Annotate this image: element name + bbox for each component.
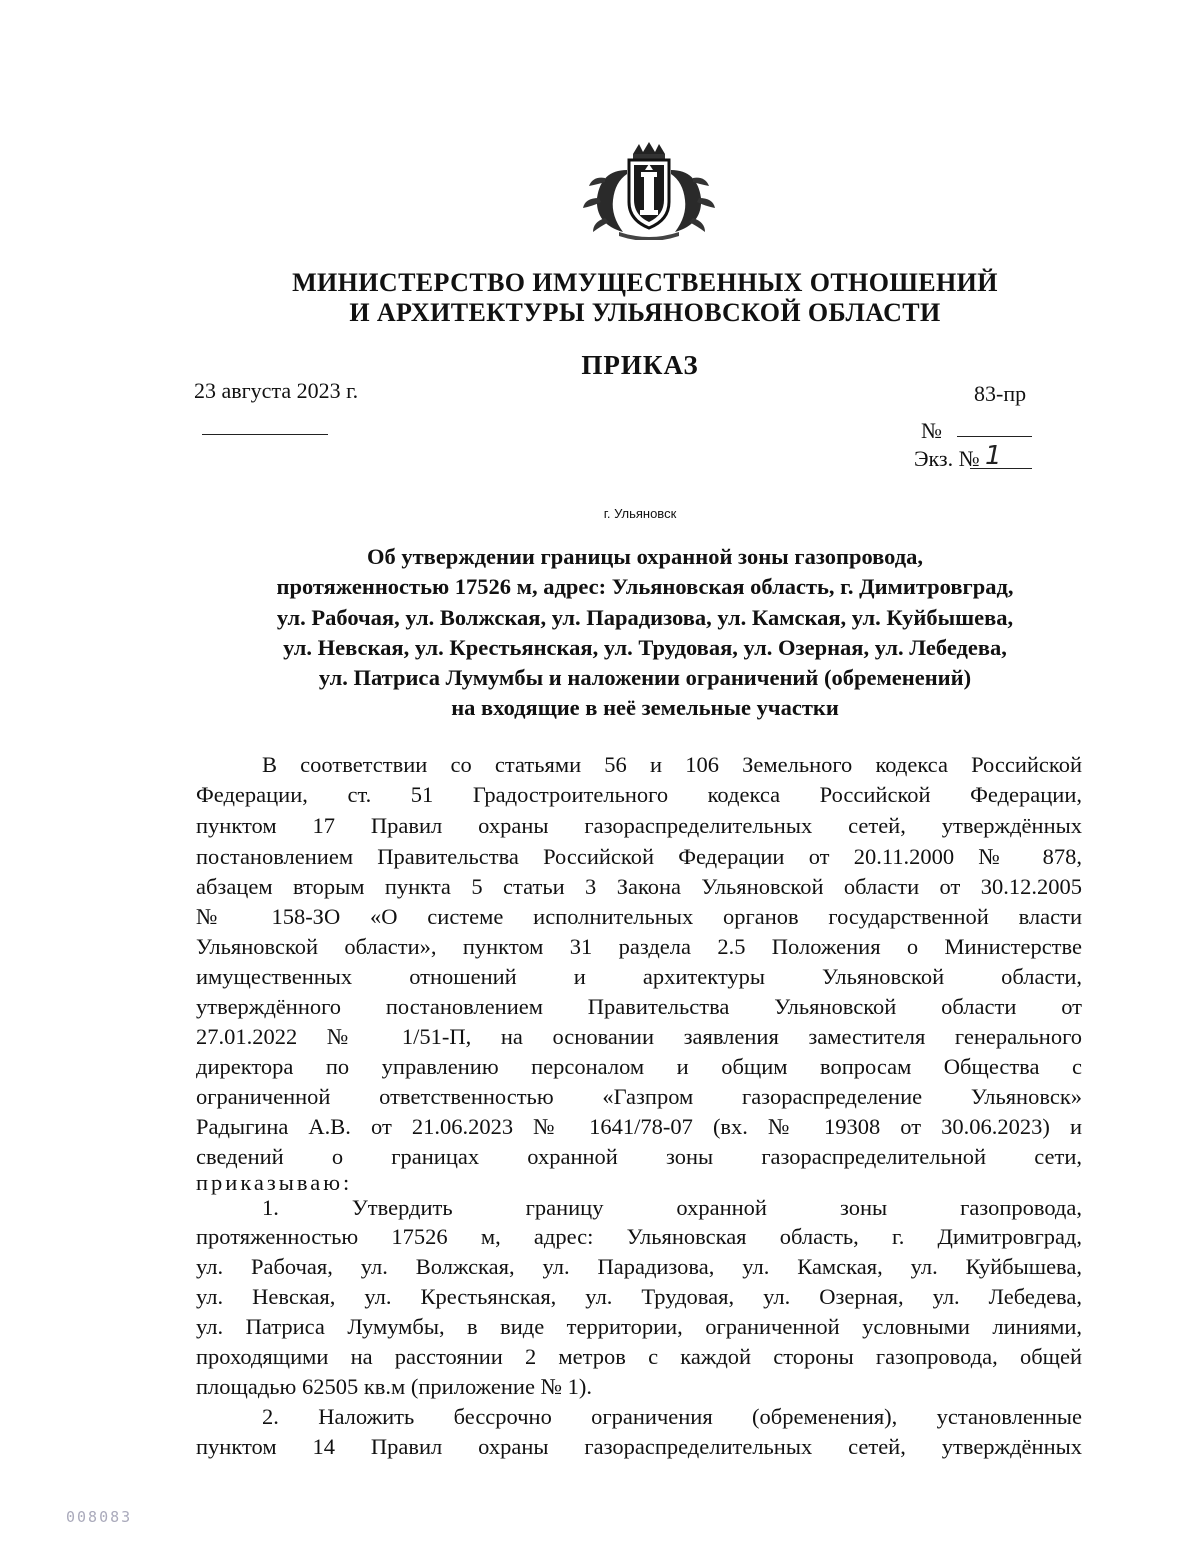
number-label: № (921, 418, 942, 443)
body-line: ограниченной ответственностью «Газпром газораспределение Ульяновск» (196, 1084, 1082, 1109)
city-name: г. Ульяновск (603, 506, 677, 521)
subject-line: ул. Невская, ул. Крестьянская, ул. Трудовая, ул. Озерная, ул. Лебедева, (283, 635, 1007, 660)
body-line: № 158-ЗО «О системе исполнительных органов государственной власти (196, 904, 1082, 929)
body-line: имущественных отношений и архитектуры Ульяновской области, (196, 964, 1082, 989)
body-line: ул. Невская, ул. Крестьянская, ул. Трудовая, ул. Озерная, ул. Лебедева, (196, 1284, 1082, 1309)
subject-line: на входящие в неё земельные участки (451, 695, 839, 720)
ministry-name-line1: МИНИСТЕРСТВО ИМУЩЕСТВЕННЫХ ОТНОШЕНИЙ (292, 268, 998, 297)
body-line: проходящими на расстоянии 2 метров с каждой стороны газопровода, общей (196, 1344, 1082, 1369)
body-line: ул. Рабочая, ул. Волжская, ул. Парадизова, ул. Камская, ул. Куйбышева, (196, 1254, 1082, 1279)
ministry-name-line2: И АРХИТЕКТУРЫ УЛЬЯНОВСКОЙ ОБЛАСТИ (349, 298, 941, 327)
body-line: протяженностью 17526 м, адрес: Ульяновская область, г. Димитровград, (196, 1224, 1082, 1249)
subject-line: протяженностью 17526 м, адрес: Ульяновская область, г. Димитровград, (276, 574, 1014, 599)
body-line: ул. Патриса Лумумбы, в виде территории, ограниченной условными линиями, (196, 1314, 1082, 1339)
body-line-decree-word: приказываю: (196, 1170, 353, 1195)
copy-number-handwritten: 1 (985, 441, 1002, 471)
body-line: абзацем вторым пункта 5 статьи 3 Закона Ульяновской области от 30.12.2005 (196, 874, 1082, 899)
body-line: пунктом 17 Правил охраны газораспределительных сетей, утверждённых (196, 813, 1082, 838)
subject-line: Об утверждении границы охранной зоны газопровода, (366, 544, 924, 569)
copy-label: Экз. № (914, 446, 980, 471)
body-line: директора по управлению персоналом и общим вопросам Общества с (196, 1054, 1082, 1079)
document-type-title: ПРИКАЗ (581, 350, 699, 380)
coat-of-arms-icon (583, 140, 715, 240)
copy-underline (970, 468, 1032, 469)
subject-line: ул. Патриса Лумумбы и наложении ограничений (обременений) (318, 665, 972, 690)
body-line: Федерации, ст. 51 Градостроительного кодекса Российской Федерации, (196, 782, 1082, 807)
body-line: В соответствии со статьями 56 и 106 Земельного кодекса Российской (262, 752, 1082, 777)
body-line: Ульяновской области», пунктом 31 раздела 2.5 Положения о Министерстве (196, 934, 1082, 959)
body-line: 27.01.2022 № 1/51-П, на основании заявления заместителя генерального (196, 1024, 1082, 1049)
body-line: площадью 62505 кв.м (приложение № 1). (196, 1374, 593, 1399)
body-item-1: 1. Утвердить границу охранной зоны газопровода, (262, 1195, 1082, 1220)
body-line: сведений о границах охранной зоны газораспределительной сети, (196, 1144, 1082, 1169)
number-underline (957, 436, 1032, 437)
body-line: Радыгина А.В. от 21.06.2023 № 1641/78-07 (вх. № 19308 от 30.06.2023) и (196, 1114, 1082, 1139)
document-date: 23 августа 2023 г. (194, 378, 359, 403)
document-number: 83-пр (974, 381, 1027, 406)
body-item-2: 2. Наложить бессрочно ограничения (обременения), установленные (262, 1404, 1082, 1429)
body-line: постановлением Правительства Российской Федерации от 20.11.2000 № 878, (196, 844, 1082, 869)
subject-line: ул. Рабочая, ул. Волжская, ул. Парадизова, ул. Камская, ул. Куйбышева, (276, 605, 1014, 630)
body-line: утверждённого постановлением Правительства Ульяновской области от (196, 994, 1082, 1019)
body-line: пунктом 14 Правил охраны газораспределительных сетей, утверждённых (196, 1434, 1082, 1459)
date-underline (202, 434, 328, 435)
page-serial-code: 008083 (66, 1508, 133, 1526)
